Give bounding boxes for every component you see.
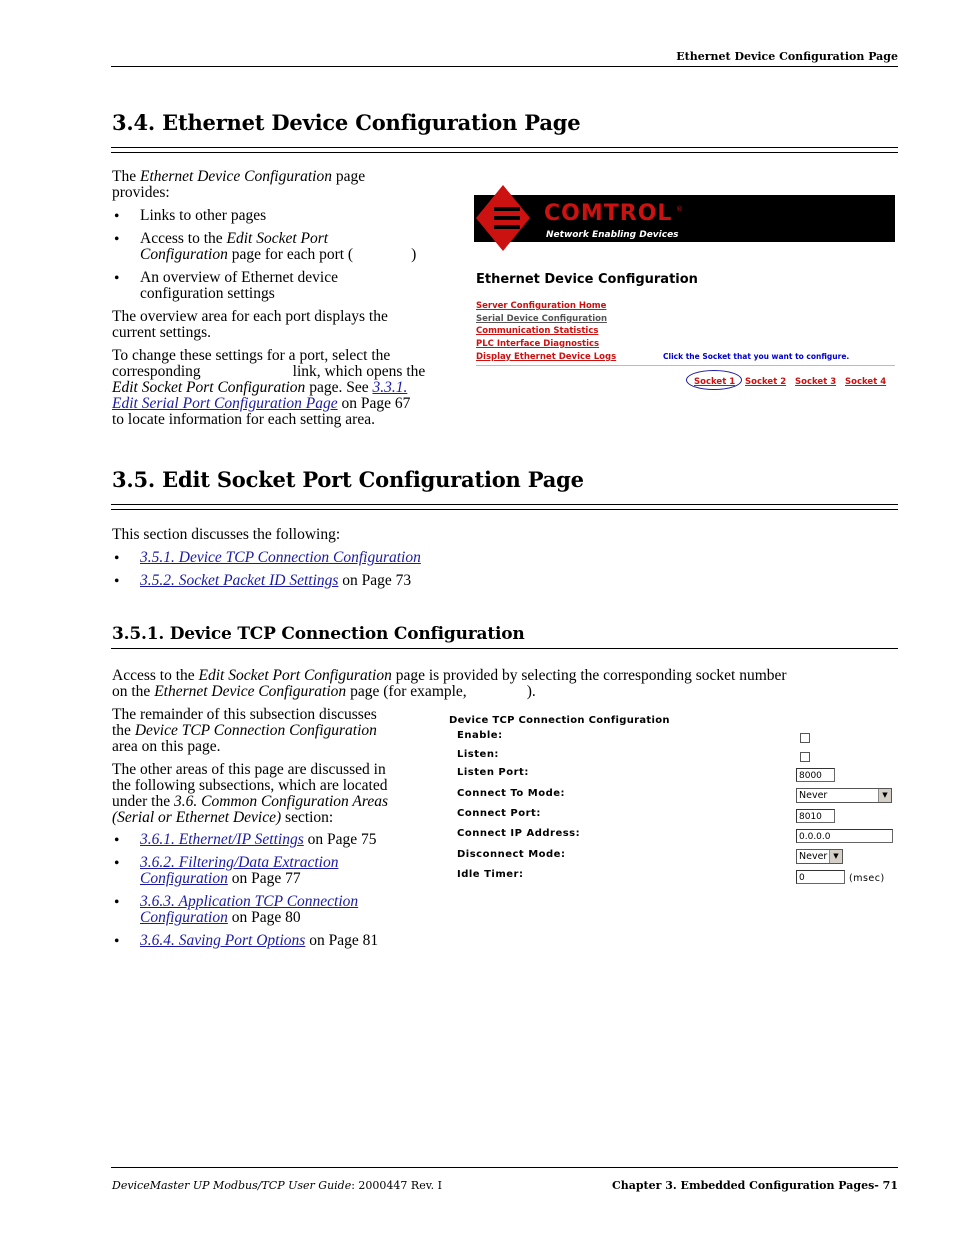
heading-rule-top (111, 504, 898, 505)
chevron-down-icon[interactable]: ▼ (878, 789, 891, 802)
nav-link-plc-diagnostics[interactable]: PLC Interface Diagnostics (476, 339, 600, 349)
access-paragraph: Access to the Edit Socket Port Configuration page is provided by selecting the corresponding socket number on the Ethernet Device Configuration page (for example, ). (112, 667, 787, 700)
running-header: Ethernet Device Configuration Page (676, 50, 898, 63)
footer-right: Chapter 3. Embedded Configuration Pages- 71 (611, 1179, 898, 1192)
bullet-dot: • (114, 270, 120, 287)
connect-port-input[interactable]: 8010 (796, 809, 835, 823)
connect-ip-input[interactable]: 0.0.0.0 (796, 829, 893, 843)
tcp-config-screenshot (447, 712, 897, 892)
socket-3-link[interactable]: Socket 3 (795, 377, 837, 387)
bullet-dot: • (114, 855, 120, 872)
list-item: 3.6.3. Application TCP Connection Configuration on Page 80 (140, 893, 359, 926)
nav-divider (476, 365, 895, 366)
other-areas-paragraph: The other areas of this page are discussed in the following subsections, which are located under the 3.6. Common Configuration Areas (Serial or Ethernet Device) section: (112, 761, 388, 826)
bullet-dot: • (114, 550, 120, 567)
bullet-dot: • (114, 832, 120, 849)
ethernet-config-screenshot (474, 185, 898, 395)
heading-rule-bottom (111, 509, 898, 510)
xref-link-3-6-3[interactable]: 3.6.3. Application TCP Connection (140, 893, 359, 910)
intro-paragraph: The Ethernet Device Configuration page provides: (112, 168, 366, 201)
xref-link-3-5-1[interactable]: 3.5.1. Device TCP Connection Configuration (140, 549, 421, 566)
comtrol-banner (474, 195, 895, 242)
registered-mark: ® (676, 205, 683, 213)
listen-port-input[interactable]: 8000 (796, 768, 835, 782)
xref-link-3-5-2[interactable]: 3.5.2. Socket Packet ID Settings (140, 572, 339, 589)
list-item (140, 550, 421, 566)
enable-label: Enable: (457, 730, 503, 741)
xref-link-3-3-1[interactable]: 3.3.1. (372, 379, 408, 396)
disconnect-mode-label: Disconnect Mode: (457, 849, 566, 860)
listen-checkbox[interactable] (800, 752, 810, 762)
list-item: Access to the Edit Socket Port Configuration page for each port ( ) (140, 230, 417, 263)
change-settings-paragraph: To change these settings for a port, select the corresponding link, which opens the Edit Socket Port Configuration page. See 3.3.1. Edit Serial Port Configuration Page on Page 67 to locate information for each setting area. (112, 347, 426, 428)
socket-hint: Click the Socket that you want to configure. (663, 352, 850, 361)
list-item: 3.5.2. Socket Packet ID Settings on Page 73 (140, 572, 412, 589)
bullet-dot: • (114, 933, 120, 950)
subheading-rule (111, 648, 898, 649)
xref-link-edit-serial-port[interactable]: Edit Serial Port Configuration Page (112, 395, 338, 412)
header-rule (111, 66, 898, 67)
xref-link-3-6-2-cont[interactable]: Configuration (140, 870, 228, 887)
idle-timer-unit: (msec) (849, 873, 885, 884)
nav-link-serial-device-config[interactable]: Serial Device Configuration (476, 314, 607, 324)
bullet-dot: • (114, 894, 120, 911)
list-item: An overview of Ethernet device configuration settings (140, 269, 338, 302)
list-item: Links to other pages (140, 207, 267, 224)
nav-link-communication-stats[interactable]: Communication Statistics (476, 326, 599, 336)
list-item: 3.6.1. Ethernet/IP Settings on Page 75 (140, 831, 377, 848)
comtrol-tagline: Network Enabling Devices (546, 230, 679, 240)
section-3-5-heading: 3.5. Edit Socket Port Configuration Page (112, 467, 584, 492)
idle-timer-input[interactable]: 0 (796, 870, 845, 884)
bullet-dot: • (114, 208, 120, 225)
listen-label: Listen: (457, 749, 499, 760)
xref-link-3-6-2[interactable]: 3.6.2. Filtering/Data Extraction (140, 854, 339, 871)
xref-link-3-6-4[interactable]: 3.6.4. Saving Port Options (140, 932, 306, 949)
remainder-paragraph: The remainder of this subsection discusses the Device TCP Connection Configuration area on this page. (112, 706, 377, 755)
list-item: 3.6.2. Filtering/Data Extraction Configuration on Page 77 (140, 854, 339, 887)
overview-paragraph: The overview area for each port displays the current settings. (112, 308, 388, 341)
bullet-dot: • (114, 573, 120, 590)
connect-ip-label: Connect IP Address: (457, 828, 581, 839)
xref-link-3-6-3-cont[interactable]: Configuration (140, 909, 228, 926)
disconnect-mode-select[interactable]: Never ▼ (796, 849, 843, 864)
nav-link-ethernet-logs[interactable]: Display Ethernet Device Logs (476, 352, 617, 362)
xref-link-3-6-1[interactable]: 3.6.1. Ethernet/IP Settings (140, 831, 304, 848)
chevron-down-icon[interactable]: ▼ (829, 850, 842, 863)
connect-port-label: Connect Port: (457, 808, 541, 819)
comtrol-logo-icon (476, 185, 530, 251)
socket-2-link[interactable]: Socket 2 (745, 377, 787, 387)
listen-port-label: Listen Port: (457, 767, 529, 778)
enable-checkbox[interactable] (800, 733, 810, 743)
section-3-5-1-heading: 3.5.1. Device TCP Connection Configuration (112, 624, 525, 644)
heading-rule-bottom (111, 152, 898, 153)
list-item: 3.6.4. Saving Port Options on Page 81 (140, 932, 379, 949)
idle-timer-label: Idle Timer: (457, 869, 524, 880)
section-3-5-intro: This section discusses the following: (112, 526, 341, 543)
nav-link-server-config-home[interactable]: Server Configuration Home (476, 301, 607, 311)
bullet-dot: • (114, 231, 120, 248)
ethernet-config-title: Ethernet Device Configuration (476, 272, 698, 287)
footer-rule (111, 1167, 898, 1168)
heading-rule-top (111, 147, 898, 148)
socket-1-link[interactable]: Socket 1 (694, 377, 736, 387)
footer-left: DeviceMaster UP Modbus/TCP User Guide: 2000447 Rev. I (112, 1179, 442, 1192)
connect-to-mode-label: Connect To Mode: (457, 788, 566, 799)
comtrol-logo-text: COMTROL (544, 201, 673, 226)
socket-4-link[interactable]: Socket 4 (845, 377, 887, 387)
section-3-4-heading: 3.4. Ethernet Device Configuration Page (112, 110, 581, 135)
tcp-config-title: Device TCP Connection Configuration (449, 715, 670, 726)
connect-to-mode-select[interactable]: Never ▼ (796, 788, 892, 803)
